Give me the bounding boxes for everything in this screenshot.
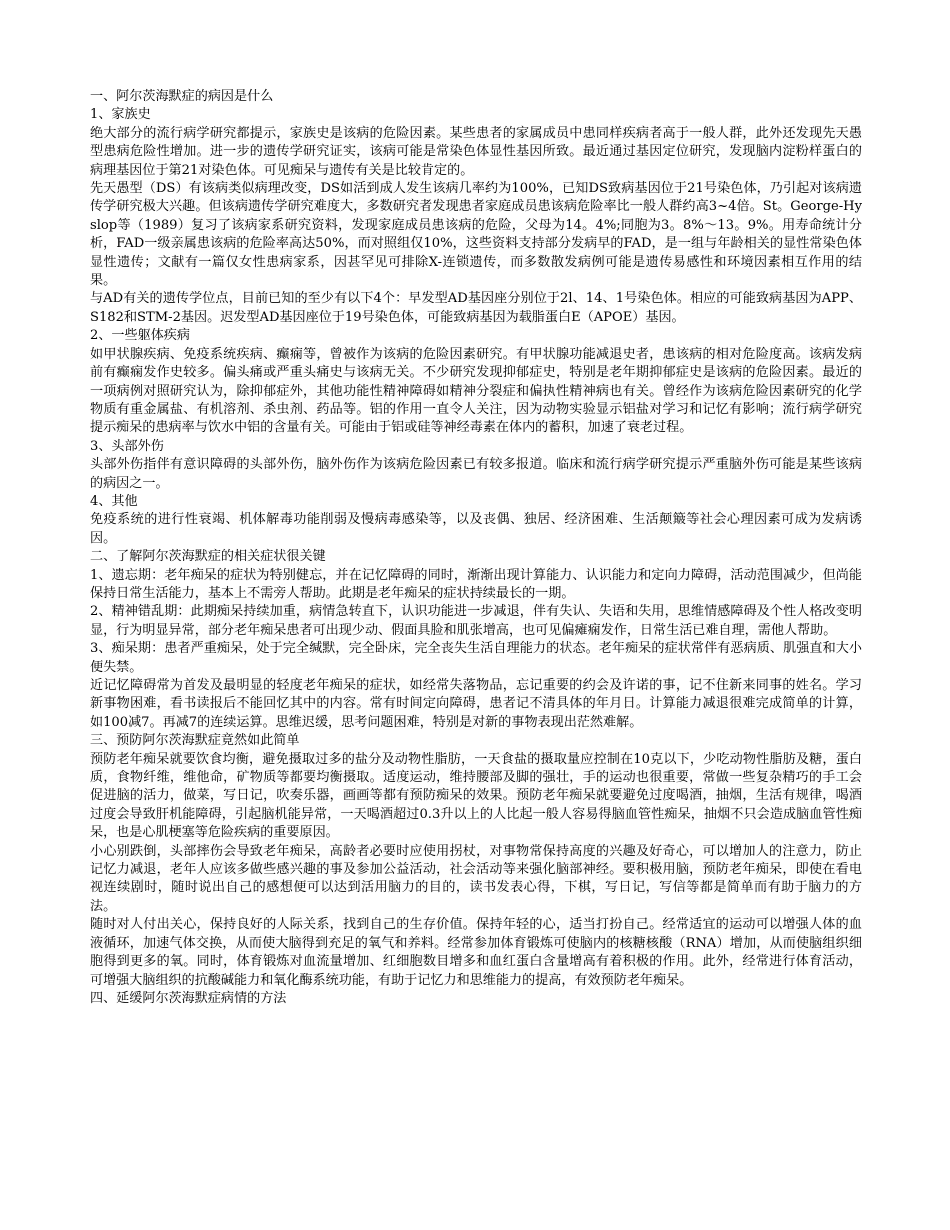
section-heading-2: 二、了解阿尔茨海默症的相关症状很关键	[90, 549, 326, 565]
subheading-head-injury: 3、头部外伤	[90, 438, 164, 454]
paragraph: 绝大部分的流行病学研究都提示，家族史是该病的危险因素。某些患者的家属成员中患同样疾病者高于一般人群，此外还发现先天愚型患病危险性增加。进一步的遗传学研究证实，该病可能是常染色体显性基因所致。最近通过基因定位研究，发现脑内淀粉样蛋白的病理基因位于第21对染色体。可见痴呆与遗传有关是比较肯定的。	[90, 125, 862, 178]
paragraph: 随时对人付出关心，保持良好的人际关系，找到自己的生存价值。保持年轻的心，适当打扮自己。经常适宜的运动可以增强人体的血液循环，加速气体交换，从而使大脑得到充足的氧气和养料。经常参加体育锻炼可使脑内的核糖核酸（RNA）增加，从而使脑组织细胞得到更多的氧。同时，体育锻炼对血流量增加、红细胞数目增多和血红蛋白含量增高有着积极的作用。此外，经常进行体育活动，可增强大脑组织的抗酸碱能力和氧化酶系统功能，有助于记忆力和思维能力的提高，有效预防老年痴呆。	[90, 917, 862, 988]
paragraph: 3、痴呆期：患者严重痴呆，处于完全缄默，完全卧床，完全丧失生活自理能力的状态。老年痴呆的症状常伴有恶病质、肌强直和大小便失禁。	[90, 641, 862, 675]
paragraph: 小心别跌倒，头部摔伤会导致老年痴呆，高龄者必要时应使用拐杖，对事物常保持高度的兴趣及好奇心，可以增加人的注意力，防止记忆力减退，老年人应该多做些感兴趣的事及参加公益活动，社会活动等来强化脑部神经。要积极用脑，预防老年痴呆，即使在看电视连续剧时，随时说出自己的感想便可以达到活用脑力的目的，读书发表心得，下棋，写日记，写信等都是简单而有助于脑力的方法。	[90, 843, 862, 914]
paragraph: 先天愚型（DS）有该病类似病理改变，DS如活到成人发生该病几率约为100%，已知DS致病基因位于21号染色体，乃引起对该病遗传学研究极大兴趣。但该病遗传学研究难度大，多数研究者发现患者家庭成员患该病危险率比一般人群约高3~4倍。St。George-Hyslop等（1989）复习了该病家系研究资料，发现家庭成员患该病的危险，父母为14。4%;同胞为3。8%～13。9%。用寿命统计分析，FAD一级亲属患该病的危险率高达50%，而对照组仅10%，这些资料支持部分发病早的FAD，是一组与年龄相关的显性常染色体显性遗传；文献有一篇仅女性患病家系，因甚罕见可排除X-连锁遗传，而多数散发病例可能是遗传易感性和环境因素相互作用的结果。	[90, 181, 862, 289]
section-heading-4: 四、延缓阿尔茨海默症病情的方法	[90, 990, 287, 1006]
section-heading-3: 三、预防阿尔茨海默症竟然如此简单	[90, 733, 300, 749]
subheading-family-history: 1、家族史	[90, 107, 151, 123]
paragraph: 与AD有关的遗传学位点，目前已知的至少有以下4个：早发型AD基因座分别位于2l、14、1号染色体。相应的可能致病基因为APP、S182和STM-2基因。迟发型AD基因座位于19号染色体，可能致病基因为载脂蛋白E（APOE）基因。	[90, 291, 862, 325]
section-heading-1: 一、阿尔茨海默症的病因是什么	[90, 89, 274, 104]
paragraph: 免疫系统的进行性衰竭、机体解毒功能削弱及慢病毒感染等，以及丧偶、独居、经济困难、生活颠簸等社会心理因素可成为发病诱因。	[90, 512, 862, 546]
paragraph: 头部外伤指伴有意识障碍的头部外伤，脑外伤作为该病危险因素已有较多报道。临床和流行病学研究提示严重脑外伤可能是某些该病的病因之一。	[90, 457, 862, 491]
subheading-other: 4、其他	[90, 493, 138, 509]
paragraph: 近记忆障碍常为首发及最明显的轻度老年痴呆的症状，如经常失落物品，忘记重要的约会及许诺的事，记不住新来同事的姓名。学习新事物困难，看书读报后不能回忆其中的内容。常有时间定向障碍，患者记不清具体的年月日。计算能力减退很难完成简单的计算，如100减7。再减7的连续运算。思维迟缓，思考问题困难，特别是对新的事物表现出茫然难解。	[90, 678, 862, 730]
paragraph: 如甲状腺疾病、免疫系统疾病、癫痫等，曾被作为该病的危险因素研究。有甲状腺功能减退史者，患该病的相对危险度高。该病发病前有癫痫发作史较多。偏头痛或严重头痛史与该病无关。不少研究发现抑郁症史，特别是老年期抑郁症史是该病的危险因素。最近的一项病例对照研究认为，除抑郁症外，其他功能性精神障碍如精神分裂症和偏执性精神病也有关。曾经作为该病危险因素研究的化学物质有重金属盐、有机溶剂、杀虫剂、药品等。铝的作用一直令人关注，因为动物实验显示铝盐对学习和记忆有影响；流行病学研究提示痴呆的患病率与饮水中铝的含量有关。可能由于铝或硅等神经毒素在体内的蓄积，加速了衰老过程。	[90, 346, 862, 436]
paragraph: 1、遗忘期：老年痴呆的症状为特别健忘，并在记忆障碍的同时，渐渐出现计算能力、认识能力和定向力障碍，活动范围减少，但尚能保持日常生活能力，基本上不需旁人帮助。此期是老年痴呆的症状持续最长的一期。	[90, 567, 862, 601]
paragraph: 2、精神错乱期：此期痴呆持续加重，病情急转直下，认识功能进一步减退，伴有失认、失语和失用，思维情感障碍及个性人格改变明显，行为明显异常，部分老年痴呆患者可出现少动、假面具脸和肌张增高，也可见偏瘫痫发作，日常生活已难自理，需他人帮助。	[90, 604, 862, 638]
subheading-somatic-diseases: 2、一些躯体疾病	[90, 328, 190, 344]
paragraph: 预防老年痴呆就要饮食均衡，避免摄取过多的盐分及动物性脂肪，一天食盐的摄取量应控制在10克以下，少吃动物性脂肪及糖，蛋白质，食物纤维，维他命，矿物质等都要均衡摄取。适度运动，维持腰部及脚的强壮，手的运动也很重要，常做一些复杂精巧的手工会促进脑的活力，做菜，写日记，吹奏乐器，画画等都有预防痴呆的效果。预防老年痴呆就要避免过度喝酒，抽烟，生活有规律，喝酒过度会导致肝机能障碍，引起脑机能异常，一天喝酒超过0.3升以上的人比起一般人容易得脑血管性痴呆，抽烟不只会造成脑血管性痴呆，也是心肌梗塞等危险疾病的重要原因。	[90, 751, 862, 841]
